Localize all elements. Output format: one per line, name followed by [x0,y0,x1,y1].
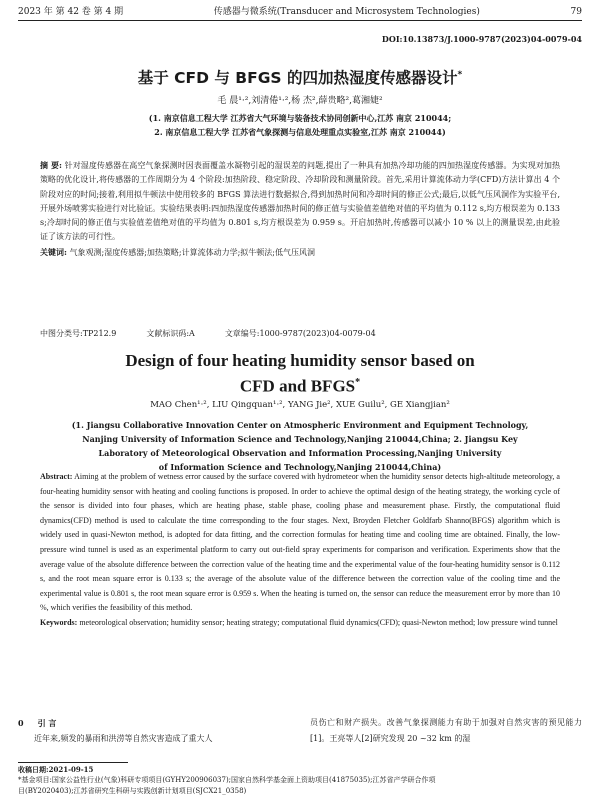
fund-line-2: 目(BY2020403);江苏省研究生科研与实践创新计划项目(SJCX21_0358) [18,787,247,795]
cn-authors: 毛 晨¹·²,刘清倦¹·²,杨 杰²,薛贵略²,葛湘婕² [217,96,383,106]
en-affiliation-line-1: (1. Jiangsu Collaborative Innovation Center on Atmospheric Environment and Equipment Technology, [71,420,529,430]
cn-keywords: 气象观测;湿度传感器;加热策略;计算流体动力学;拟牛顿法;低气压风洞 [69,247,315,257]
journal-name: 传感器与微系统(Transducer and Microsystem Technologies) [213,7,480,17]
cn-affiliation-2: 2. 南京信息工程大学 江苏省气象探测与信息处理重点实验室,江苏 南京 210044) [154,127,446,137]
en-abstract [40,470,560,631]
classification-row [40,328,560,339]
doi: DOI:10.13873/J.1000-9787(2023)04-0079-04 [381,34,582,44]
section-heading [18,715,298,731]
header-rule [18,20,582,21]
footnote-rule [18,762,128,763]
cn-abstract-label: 摘 要: [40,160,62,170]
en-title-mark: * [355,377,361,388]
cn-title-text: 基于 CFD 与 BFGS 的四加热湿度传感器设计 [137,69,458,87]
en-affiliation-line-3: Laboratory of Meteorological Observation and Information Processing,Nanjing University [98,448,502,458]
en-authors: MAO Chen¹·², LIU Qingquan¹·², YANG Jie², XUE Guilu², GE Xiangjian² [150,400,450,410]
cn-abstract-text: 针对湿度传感器在高空气象探测时因表面覆盖水凝物引起的湿误差的问题,提出了一种具有加热冷却功能的四加热湿度传感器。为实现对加热策略的优化设计,将传感器的工作周期分为 4 个阶段:加热阶段、稳定阶段、冷却阶段和测量阶段。首先,采用计算流体动力学(CFD)方法计算出 4 个阶段对应的时间;接着,利用拟牛顿法中使用较多的 BFGS 算法进行数据拟合,得到加热时间和冷却时间的修正公式;最后,以低气压风洞作为实验平台,开展外场喷雾实验进行对比验证。实验结果表明:四加热湿度传感器加热时间的修正值与实验值差值绝对值的平均值为 0.112 s,均方根误差为 0.133 s;冷却时间的修正值与实验值差值绝对值的平均值为 0.801 s,均方根误差为 0.959 s。开启加热时,传感器可以减小 10 % 以上的测量误差,由此验证了该方法的可行性。 [40,161,560,242]
right-column: 员伤亡和财产损失。改善气象探测能力有助于加强对自然灾害的预见能力[1]。王亮等人[2]研究发现 20 ~32 km 的湿 [310,718,582,743]
en-keywords-label: Keywords: [40,617,78,627]
clc-number: 中图分类号:TP212.9 [40,329,117,338]
en-affiliation-line-4: of Information Science and Technology,Nanjing 210044,China) [158,462,442,472]
cn-affiliation-1: (1. 南京信息工程大学 江苏省大气环境与装备技术协同创新中心,江苏 南京 210044; [148,113,452,123]
fund-line-1: *基金项目:国家公益性行业(气象)科研专项项目(GYHY200906037);国家自然科学基金面上资助项目(41875035);江苏省产学研合作项 [18,776,436,784]
journal-issue: 2023 年 第 42 卷 第 4 期 [18,7,124,17]
running-header [18,6,582,18]
en-keywords: meteorological observation; humidity sensor; heating strategy; computational fluid dynamics(CFD); quasi-Newton method; low pressure wind tunnel [79,617,558,627]
en-abstract-text: Aiming at the problem of wetness error caused by the surface covered with hydrometeor when the humidity sensor detects high-altitude meteorology, a four-heating humidity sensor with heating and cooling functions is proposed. In order to achieve the optimal design of the heating strategy, the working cycle of the sensor is divided into four phases, which are heating phase, stable phase, cooling phase and measurement phase. Firstly, the computational fluid dynamics(CFD) method is used to calculate the time corresponding to the four stages. Next, Broyden Fletcher Goldfarb Shanno(BFGS) algorithm which is widely used in quasi-Newton method, is adopted for data fitting, and the correction formulas for heating time and cooling time are obtained. Finally, the low-pressure wind tunnel is used as an experimental platform to carry out out-field spray experiments for comparison and verification. Experiments show that the average value of the absolute difference between the correction value of the heating time and the experimental value of the four-heating humidity sensor is 0.112 s, and the root mean square error is 0.133 s; the average of the absolute value of the difference between the correction value of the cooling time and the experimental value is 0.801 s, the root mean square error is 0.959 s. When the heating is turned on, the sensor can reduce the measurement error by more than 10 %, which verifies the feasibility of this method. [40,472,560,613]
cn-keywords-label: 关键词: [40,246,67,257]
received-date: 收稿日期:2021-09-15 [18,765,94,774]
en-title [0,350,600,398]
article-number: 文章编号:1000-9787(2023)04-0079-04 [224,329,376,338]
intro-paragraph-start: 近年来,频发的暴雨和洪涝等自然灾害造成了重大人 [34,734,213,743]
left-column [18,715,298,747]
en-affiliation-line-2: Nanjing University of Information Science and Technology,Nanjing 210044,China; 2. Jiangsu Key [82,434,518,444]
cn-abstract [40,158,560,260]
en-affiliations [60,418,540,474]
page-number: 79 [570,7,582,17]
en-title-line-1: Design of four heating humidity sensor based on [125,351,475,370]
en-title-line-2: CFD and BFGS [239,376,356,396]
en-abstract-label: Abstract: [40,472,73,481]
cn-title [0,66,600,88]
cn-title-mark: * [457,69,463,80]
footnotes [18,764,582,797]
cn-affiliations [40,111,560,139]
doc-code: 文献标识码:A [146,329,195,338]
section-number: 0 [18,718,24,728]
section-title: 引 言 [37,718,57,728]
